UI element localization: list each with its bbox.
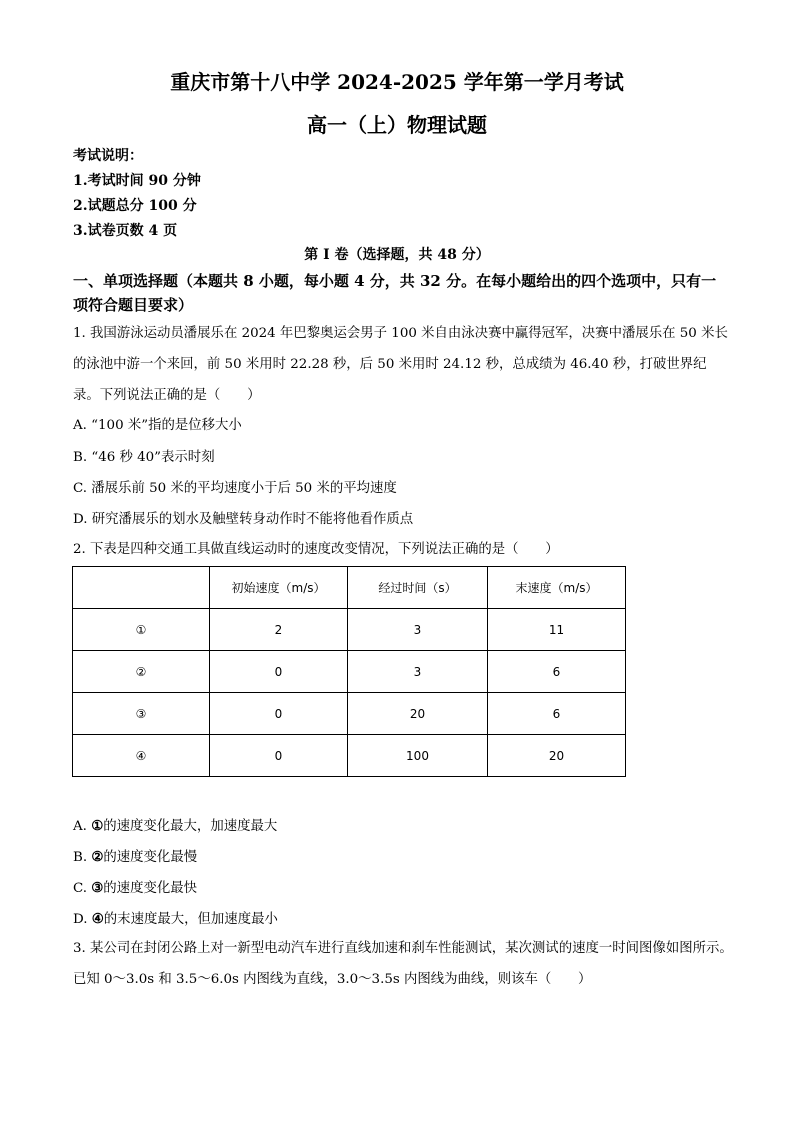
table-header-cell: 末速度（m/s） <box>488 567 626 609</box>
exam-title: 重庆市第十八中学 2024-2025 学年第一学月考试 <box>170 70 624 94</box>
question-1-option-b: B. “46 秒 40”表示时刻 <box>73 450 215 465</box>
table-row <box>73 651 626 693</box>
table-cell: 3 <box>348 651 488 693</box>
question-2-option-d <box>73 909 278 930</box>
table-header-cell: 初始速度（m/s） <box>210 567 348 609</box>
table-cell: 6 <box>488 651 626 693</box>
option-text: 的速度变化最大，加速度最大 <box>103 819 278 834</box>
table-cell: ① <box>73 609 210 651</box>
part-heading: 第 I 卷（选择题，共 48 分） <box>304 247 490 263</box>
option-mark: ② <box>91 849 104 865</box>
option-mark: ③ <box>91 880 104 896</box>
table-cell: 6 <box>488 693 626 735</box>
question-1-option-c: C. 潘展乐前 50 米的平均速度小于后 50 米的平均速度 <box>73 481 397 496</box>
option-prefix: C. <box>73 881 92 896</box>
table-cell: 11 <box>488 609 626 651</box>
question-2-stem: 2. 下表是四种交通工具做直线运动时的速度改变情况，下列说法正确的是（ ） <box>73 542 559 557</box>
table-cell: ② <box>73 651 210 693</box>
table-header-row <box>73 567 626 609</box>
exam-subtitle: 高一（上）物理试题 <box>307 113 487 137</box>
table-cell: 0 <box>210 735 348 777</box>
table-cell: 0 <box>210 651 348 693</box>
note-item: 1.考试时间 90 分钟 <box>73 173 201 189</box>
table-cell: 0 <box>210 693 348 735</box>
table-header-cell <box>73 567 210 609</box>
option-text: 的速度变化最慢 <box>103 850 198 865</box>
option-mark: ① <box>91 818 104 834</box>
question-2-option-b <box>73 847 197 868</box>
option-prefix: A. <box>73 819 92 834</box>
option-mark: ④ <box>91 911 104 927</box>
speed-table <box>72 566 626 777</box>
table-cell: ③ <box>73 693 210 735</box>
table-cell: 100 <box>348 735 488 777</box>
table-cell: ④ <box>73 735 210 777</box>
table-cell: 20 <box>348 693 488 735</box>
question-1-option-d: D. 研究潘展乐的划水及触壁转身动作时不能将他看作质点 <box>73 512 414 527</box>
note-item: 3.试卷页数 4 页 <box>73 223 178 239</box>
option-text: 的速度变化最快 <box>103 881 198 896</box>
option-text: 的末速度最大，但加速度最小 <box>103 912 278 927</box>
table-row <box>73 735 626 777</box>
table-cell: 20 <box>488 735 626 777</box>
table-row <box>73 693 626 735</box>
question-2-option-c <box>73 878 197 899</box>
table-cell: 2 <box>210 609 348 651</box>
notes-heading: 考试说明： <box>73 148 143 164</box>
table-header-cell: 经过时间（s） <box>348 567 488 609</box>
option-prefix: D. <box>73 912 92 927</box>
note-item: 2.试题总分 100 分 <box>73 198 197 214</box>
question-1-stem: 1. 我国游泳运动员潘展乐在 2024 年巴黎奥运会男子 100 米自由泳决赛中赢得冠军，决赛中潘展乐在 50 米长的泳池中游一个来回，前 50 米用时 22.28 秒，后 50 米用时 24.12 秒，总成绩为 46.40 秒，打破世界纪录。下列说法正确的是（ ） <box>73 326 728 403</box>
option-prefix: B. <box>73 850 92 865</box>
question-2-option-a <box>73 816 277 837</box>
question-1-option-a: A. “100 米”指的是位移大小 <box>73 418 242 433</box>
table-cell: 3 <box>348 609 488 651</box>
table-row <box>73 609 626 651</box>
question-3-stem: 3. 某公司在封闭公路上对一新型电动汽车进行直线加速和刹车性能测试，某次测试的速度一时间图像如图所示。已知 0～3.0s 和 3.5～6.0s 内图线为直线，3.0～3.5s 内图线为曲线，则该车（ ） <box>73 941 733 987</box>
section-heading: 一、单项选择题（本题共 8 小题，每小题 4 分，共 32 分。在每小题给出的四个选项中，只有一项符合题目要求） <box>73 272 717 314</box>
